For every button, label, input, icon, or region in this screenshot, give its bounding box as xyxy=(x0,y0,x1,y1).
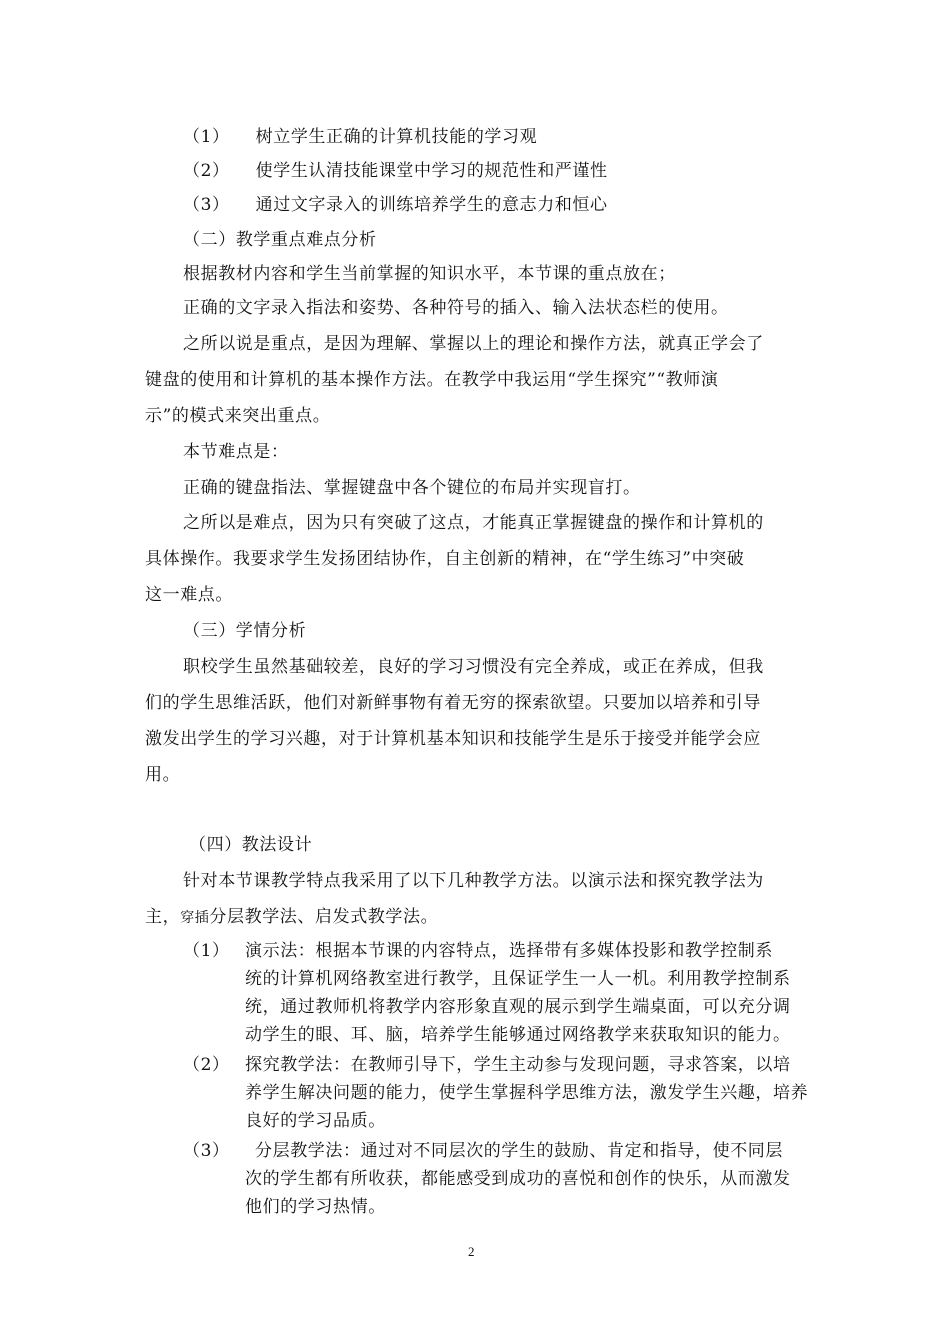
paragraph-line: 针对本节课教学特点我采用了以下几种教学方法。以演示法和探究教学法为 xyxy=(183,871,764,891)
method-line: 演示法：根据本节课的内容特点，选择带有多媒体投影和教学控制系 xyxy=(245,941,773,961)
text-run: 穿插 xyxy=(180,910,210,926)
paragraph-line: 用。 xyxy=(145,765,181,785)
paragraph-line: 示”的模式来突出重点。 xyxy=(145,406,331,426)
section-heading: （四）教法设计 xyxy=(189,835,313,855)
method-line: 养学生解决问题的能力，使学生掌握科学思维方法，激发学生兴趣，培养 xyxy=(245,1083,809,1103)
paragraph-line: 根据教材内容和学生当前掌握的知识水平，本节课的重点放在； xyxy=(183,264,676,284)
text-run: 分层教学法、启发式教学法。 xyxy=(209,907,439,927)
method-line: 统的计算机网络教室进行教学，且保证学生一人一机。利用教学控制系 xyxy=(245,969,791,989)
method-line: 分层教学法：通过对不同层次的学生的鼓励、肯定和指导，使不同层 xyxy=(255,1141,783,1161)
method-line: 良好的学习品质。 xyxy=(245,1111,386,1131)
section-heading: （二）教学重点难点分析 xyxy=(183,230,377,250)
paragraph-line: 激发出学生的学习兴趣，对于计算机基本知识和技能学生是乐于接受并能学会应 xyxy=(145,729,761,749)
paragraph-line: 这一难点。 xyxy=(145,585,233,605)
method-number: （3） xyxy=(183,1141,230,1161)
text-run: 主， xyxy=(145,907,181,927)
goal-number: （1） xyxy=(183,127,230,147)
page-number: 2 xyxy=(468,1244,475,1259)
method-line: 探究教学法：在教师引导下，学生主动参与发现问题，寻求答案，以培 xyxy=(245,1055,791,1075)
goal-item xyxy=(183,194,608,216)
method-line: 统，通过教师机将教学内容形象直观的展示到学生端桌面，可以充分调 xyxy=(245,997,791,1017)
goal-number: （2） xyxy=(183,161,230,181)
paragraph-line: 具体操作。我要求学生发扬团结协作，自主创新的精神，在“学生练习”中突破 xyxy=(145,549,745,569)
goal-number: （3） xyxy=(183,195,230,215)
section-heading: （三）学情分析 xyxy=(183,621,307,641)
paragraph-line: 键盘的使用和计算机的基本操作方法。在教学中我运用“学生探究”“教师演 xyxy=(145,370,719,390)
paragraph-line: 正确的文字录入指法和姿势、各种符号的插入、输入法状态栏的使用。 xyxy=(183,298,729,318)
method-number: （1） xyxy=(183,941,230,961)
goal-text: 使学生认清技能课堂中学习的规范性和严谨性 xyxy=(255,161,608,181)
method-line: 次的学生都有所收获，都能感受到成功的喜悦和创作的快乐，从而激发 xyxy=(245,1169,791,1189)
paragraph-line xyxy=(145,906,438,929)
paragraph-line: 们的学生思维活跃，他们对新鲜事物有着无穷的探索欲望。只要加以培养和引导 xyxy=(145,693,761,713)
paragraph-line: 之所以是难点，因为只有突破了这点，才能真正掌握键盘的操作和计算机的 xyxy=(183,513,764,533)
goal-item xyxy=(183,160,608,182)
method-line: 动学生的眼、耳、脑，培养学生能够通过网络教学来获取知识的能力。 xyxy=(245,1025,791,1045)
goal-item xyxy=(183,126,537,148)
paragraph-line: 正确的键盘指法、掌握键盘中各个键位的布局并实现盲打。 xyxy=(183,478,641,498)
goal-text: 通过文字录入的训练培养学生的意志力和恒心 xyxy=(255,195,608,215)
paragraph-line: 职校学生虽然基础较差，良好的学习习惯没有完全养成，或正在养成，但我 xyxy=(183,657,764,677)
paragraph-line: 之所以说是重点，是因为理解、掌握以上的理论和操作方法，就真正学会了 xyxy=(183,334,764,354)
method-number: （2） xyxy=(183,1055,230,1075)
method-line: 他们的学习热情。 xyxy=(245,1197,386,1217)
goal-text: 树立学生正确的计算机技能的学习观 xyxy=(255,127,538,147)
paragraph-line: 本节难点是： xyxy=(183,442,289,462)
